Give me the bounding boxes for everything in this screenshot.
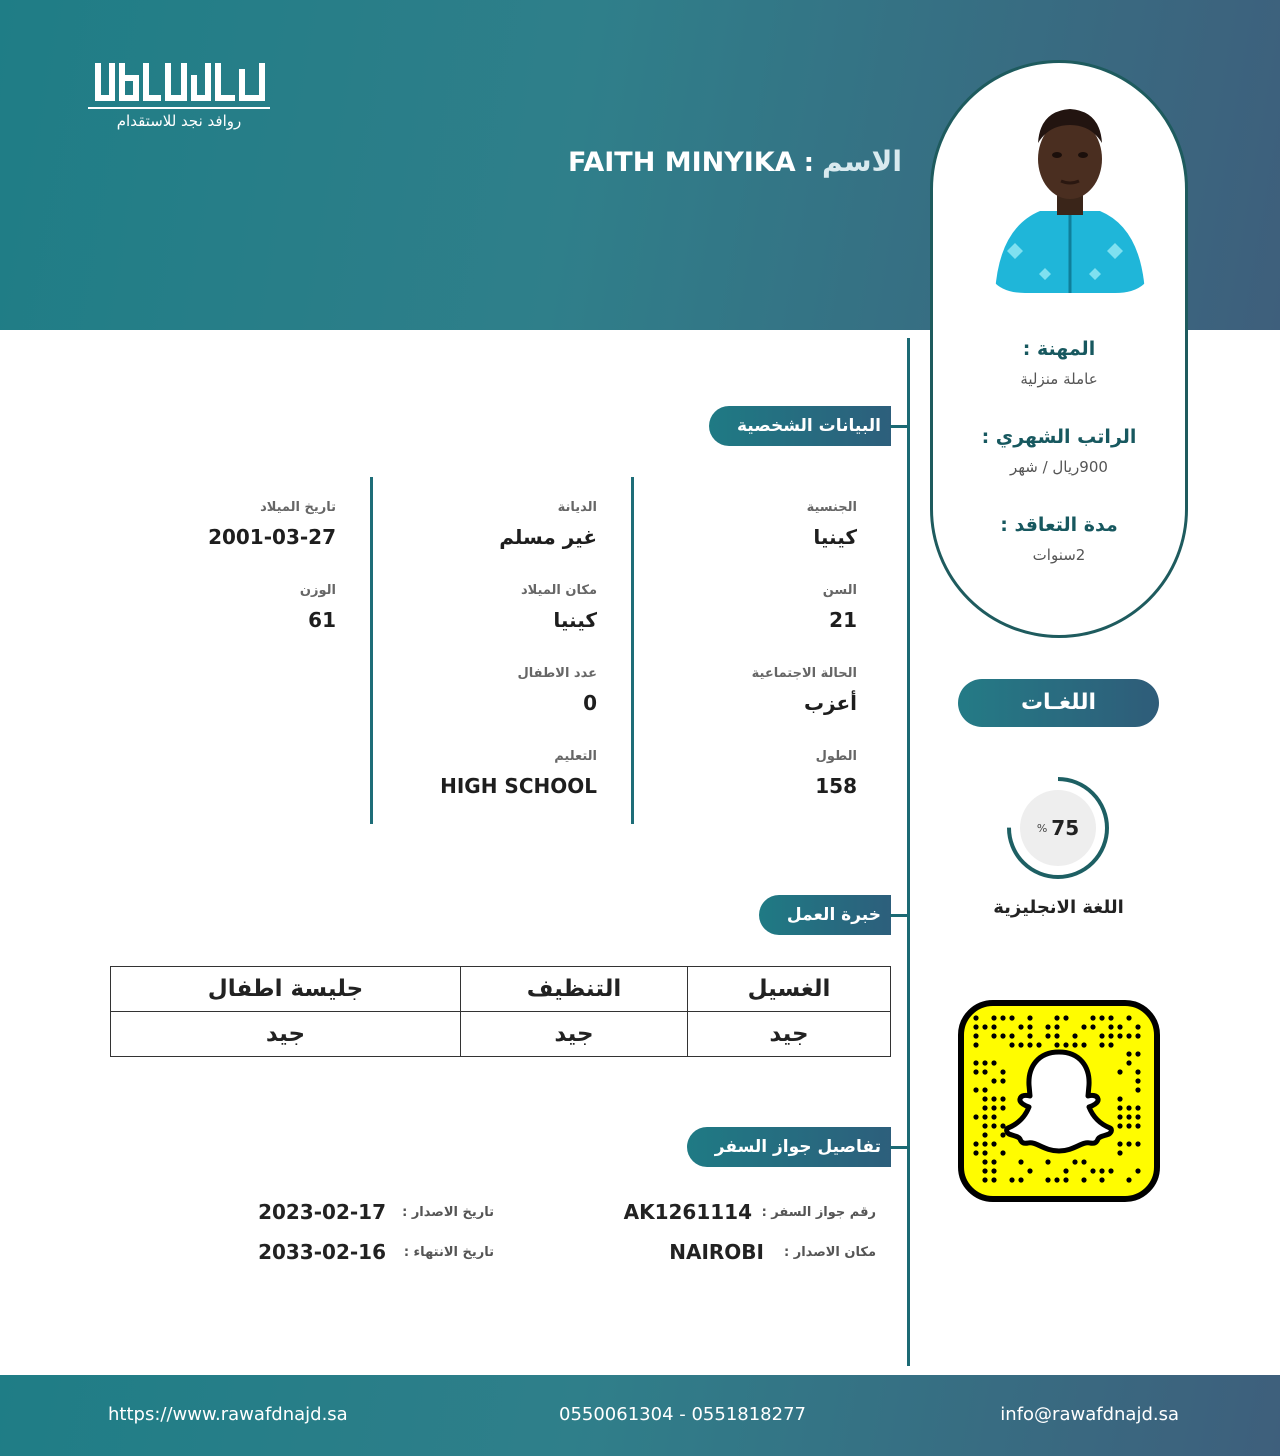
snapcode-dot [1135, 1123, 1140, 1128]
snapcode-dot [1000, 1078, 1005, 1083]
snapcode-dot [1117, 1033, 1122, 1038]
snapcode-dot [1054, 1042, 1059, 1047]
snapcode-dot [991, 1141, 996, 1146]
salary-value: 900ريال / شهر [1010, 458, 1108, 476]
education-label: التعليم [554, 749, 597, 764]
snapcode-dot [1081, 1177, 1086, 1182]
snapcode-dot [1135, 1105, 1140, 1110]
snapcode-dot [1135, 1087, 1140, 1092]
dob-value: 2001-03-27 [208, 525, 336, 549]
nationality-value: كينيا [813, 525, 857, 549]
snapcode-dot [1027, 1024, 1032, 1029]
field-height [815, 749, 857, 798]
skills-header-row [111, 967, 891, 1012]
snapcode-dot [1000, 1033, 1005, 1038]
skill-header: التنظيف [461, 967, 688, 1012]
snapcode-dot [1054, 1177, 1059, 1182]
language-percent [1004, 774, 1112, 882]
snapcode-dot [991, 1168, 996, 1173]
field-religion [499, 500, 597, 549]
snapcode-dot [1126, 1060, 1131, 1065]
issue-place-label: مكان الاصدار : [784, 1245, 876, 1260]
column-divider [370, 477, 373, 824]
profession-label: المهنة : [1022, 338, 1096, 360]
snapcode-dot [991, 1060, 996, 1065]
timeline-rule [907, 338, 910, 1366]
snapcode-dot [1108, 1042, 1113, 1047]
snapcode-dot [1090, 1015, 1095, 1020]
email-link[interactable]: info@rawafdnajd.sa [1000, 1404, 1179, 1425]
snapcode-dot [1000, 1132, 1005, 1137]
name-separator: : [803, 148, 815, 178]
salary-label: الراتب الشهري : [981, 426, 1137, 448]
education-value: HIGH SCHOOL [440, 774, 597, 798]
snapcode-dot [1117, 1123, 1122, 1128]
snapcode-dot [991, 1024, 996, 1029]
snapcode-dot [1045, 1033, 1050, 1038]
passport-number-value: AK1261114 [623, 1200, 752, 1224]
skill-level: جيد [461, 1012, 688, 1057]
field-children [518, 666, 598, 715]
snapcode-dot [982, 1150, 987, 1155]
snapcode-dot [1117, 1105, 1122, 1110]
snapcode-dot [1135, 1051, 1140, 1056]
snapcode-dot [1090, 1024, 1095, 1029]
snapcode-dot [1018, 1159, 1023, 1164]
snapcode-dot [1126, 1141, 1131, 1146]
marital-label: الحالة الاجتماعية [751, 666, 857, 681]
marital-value: أعزب [803, 691, 857, 715]
profession-value: عاملة منزلية [1020, 370, 1098, 388]
snapcode-dot [982, 1060, 987, 1065]
snapcode-dot [1117, 1141, 1122, 1146]
snapcode-dot [1036, 1042, 1041, 1047]
snapcode-dot [1009, 1033, 1014, 1038]
issue-place-value: NAIROBI [669, 1240, 764, 1264]
timeline-tick [890, 914, 908, 917]
section-passport-details: تفاصيل جواز السفر [687, 1127, 891, 1167]
snapcode-dot [982, 1168, 987, 1173]
nationality-label: الجنسية [806, 500, 857, 515]
age-value: 21 [829, 608, 857, 632]
snapcode-dot [1000, 1069, 1005, 1074]
snapcode-dot [1018, 1042, 1023, 1047]
field-date-of-birth [208, 500, 336, 549]
field-nationality [807, 500, 857, 549]
height-value: 158 [815, 774, 857, 798]
snapcode-dot [1027, 1168, 1032, 1173]
snapcode-dot [1099, 1015, 1104, 1020]
snapcode-dot [1072, 1159, 1077, 1164]
snapcode-dot [1045, 1159, 1050, 1164]
snapcode-dot [982, 1069, 987, 1074]
snapcode-dot [1135, 1069, 1140, 1074]
snapcode-dot [991, 1078, 996, 1083]
snapcode-dot [1054, 1024, 1059, 1029]
snapcode-dot [1135, 1033, 1140, 1038]
snapcode-dot [973, 1015, 978, 1020]
snapcode-dot [1108, 1015, 1113, 1020]
field-weight [300, 583, 336, 632]
field-marital-status [752, 666, 857, 715]
snapcode-dot [1000, 1150, 1005, 1155]
snapcode-dot [1054, 1033, 1059, 1038]
snapcode-dot [973, 1150, 978, 1155]
logo-divider [88, 107, 270, 109]
languages-heading: اللغـات [958, 679, 1159, 727]
percent-sign: % [1036, 821, 1048, 835]
snapcode-dot [1126, 1105, 1131, 1110]
name-label: الاسم [822, 145, 902, 178]
section-personal-data: البيانات الشخصية [709, 406, 891, 446]
snapcode-dot [1126, 1114, 1131, 1119]
phone-numbers[interactable]: 0550061304 - 0551818277 [559, 1404, 806, 1425]
snapcode-dot [1063, 1015, 1068, 1020]
skill-header: الغسيل [688, 967, 891, 1012]
snapcode-dot [973, 1033, 978, 1038]
snapcode-dot [973, 1114, 978, 1119]
snapcode-dot [973, 1141, 978, 1146]
snapcode-dot [1000, 1105, 1005, 1110]
snapcode-dot [982, 1105, 987, 1110]
language-name: اللغة الانجليزية [993, 897, 1124, 918]
snapcode-dot [1117, 1150, 1122, 1155]
snapcode-dot [1126, 1015, 1131, 1020]
snapcode-dot [1063, 1168, 1068, 1173]
logo-tagline: روافد نجد للاستقدام [116, 112, 242, 130]
skill-level: جيد [688, 1012, 891, 1057]
candidate-name: FAITH MINYIKA [568, 147, 796, 178]
snapcode-dot [991, 1114, 996, 1119]
snapcode-dot [1090, 1168, 1095, 1173]
snapcode-dot [1117, 1096, 1122, 1101]
snapcode-dot [1135, 1114, 1140, 1119]
snapcode-dot [982, 1087, 987, 1092]
snapcode-dot [982, 1114, 987, 1119]
snapcode-dot [973, 1069, 978, 1074]
candidate-photo [985, 93, 1155, 293]
snapcode-dot [973, 1042, 978, 1047]
skills-table [110, 966, 891, 1057]
timeline-tick [890, 1146, 908, 1149]
column-divider [631, 477, 634, 824]
snapcode-dot [982, 1123, 987, 1128]
snapcode-dot [1009, 1015, 1014, 1020]
snapcode-dot [1027, 1042, 1032, 1047]
snapcode-dot [1027, 1015, 1032, 1020]
expiry-date-value: 2033-02-16 [258, 1240, 386, 1264]
snapcode-dot [1072, 1033, 1077, 1038]
snapcode-dot [1117, 1069, 1122, 1074]
snapcode-dot [982, 1132, 987, 1137]
dob-label: تاريخ الميلاد [260, 500, 336, 515]
snapcode-dot [1117, 1114, 1122, 1119]
snapcode-dot [991, 1123, 996, 1128]
snapcode-dot [1099, 1042, 1104, 1047]
snapcode-dot [1018, 1024, 1023, 1029]
snapcode-dot [1081, 1159, 1086, 1164]
company-logo [88, 58, 273, 138]
snapcode-dot [1045, 1024, 1050, 1029]
field-birthplace [521, 583, 597, 632]
snapcode-dot [991, 1105, 996, 1110]
skill-header: جليسة اطفال [111, 967, 461, 1012]
children-label: عدد الاطفال [517, 666, 597, 681]
snapcode-dot [973, 1024, 978, 1029]
percent-value: 75 [1051, 816, 1080, 840]
snapcode-dot [1000, 1015, 1005, 1020]
snapcode-dot [1117, 1024, 1122, 1029]
snapcode-dot [991, 1033, 996, 1038]
snapcode-dot [1063, 1177, 1068, 1182]
snapcode-dot [1099, 1168, 1104, 1173]
religion-label: الديانة [557, 500, 597, 515]
issue-date-label: تاريخ الاصدار : [402, 1205, 494, 1220]
snapcode-dot [1000, 1096, 1005, 1101]
profile-card-info [933, 338, 1185, 602]
expiry-date-label: تاريخ الانتهاء : [403, 1245, 494, 1260]
snapcode-dot [991, 1177, 996, 1182]
snapchat-qr-icon[interactable] [958, 1000, 1160, 1202]
issue-date-value: 2023-02-17 [258, 1200, 386, 1224]
passport-number-label: رقم جواز السفر : [761, 1205, 876, 1220]
contract-label: مدة التعاقد : [1000, 514, 1118, 536]
snapcode-dot [1126, 1051, 1131, 1056]
weight-label: الوزن [299, 583, 336, 598]
snapcode-dot [1108, 1033, 1113, 1038]
snapcode-dot [1126, 1033, 1131, 1038]
snapcode-dot [1009, 1177, 1014, 1182]
snapcode-dot [1099, 1177, 1104, 1182]
snapcode-dot [991, 1159, 996, 1164]
snapcode-dot [1027, 1033, 1032, 1038]
snapcode-dot [1135, 1168, 1140, 1173]
logo-calligraphy-icon [92, 58, 270, 108]
snapcode-dot [1081, 1024, 1086, 1029]
snapcode-dot [1054, 1015, 1059, 1020]
timeline-tick [890, 425, 908, 428]
snapcode-dot [982, 1141, 987, 1146]
snapcode-dot [1018, 1177, 1023, 1182]
children-value: 0 [583, 691, 597, 715]
snapcode-dot [1099, 1033, 1104, 1038]
religion-value: غير مسلم [499, 525, 597, 549]
age-label: السن [822, 583, 857, 598]
snapcode-dot [1045, 1177, 1050, 1182]
snapcode-dot [982, 1096, 987, 1101]
snapcode-dot [991, 1015, 996, 1020]
snapcode-dot [991, 1096, 996, 1101]
section-work-experience: خبرة العمل [759, 895, 891, 935]
snapcode-dot [1126, 1123, 1131, 1128]
birthplace-value: كينيا [553, 608, 597, 632]
snapcode-dot [1135, 1078, 1140, 1083]
profile-card [930, 60, 1188, 638]
snapcode-dot [982, 1159, 987, 1164]
height-label: الطول [815, 749, 857, 764]
snapcode-dot [1108, 1024, 1113, 1029]
snapcode-dot [982, 1024, 987, 1029]
field-education [440, 749, 597, 798]
snapcode-dot [1108, 1168, 1113, 1173]
skills-level-row [111, 1012, 891, 1057]
snapcode-dot [1135, 1024, 1140, 1029]
snapcode-dot [1072, 1042, 1077, 1047]
contract-value: 2سنوات [1032, 546, 1086, 564]
snapcode-dot [1081, 1042, 1086, 1047]
candidate-name-line [568, 145, 902, 178]
snapcode-dot [973, 1087, 978, 1092]
snapcode-dot [1009, 1042, 1014, 1047]
snapcode-dot [1126, 1177, 1131, 1182]
field-age [823, 583, 857, 632]
birthplace-label: مكان الميلاد [520, 583, 597, 598]
website-link[interactable]: https://www.rawafdnajd.sa [108, 1404, 348, 1425]
snapcode-dot [973, 1060, 978, 1065]
snapcode-dot [982, 1177, 987, 1182]
snapcode-dot [1135, 1141, 1140, 1146]
weight-value: 61 [308, 608, 336, 632]
snapcode-dot [1063, 1042, 1068, 1047]
skill-level: جيد [111, 1012, 461, 1057]
